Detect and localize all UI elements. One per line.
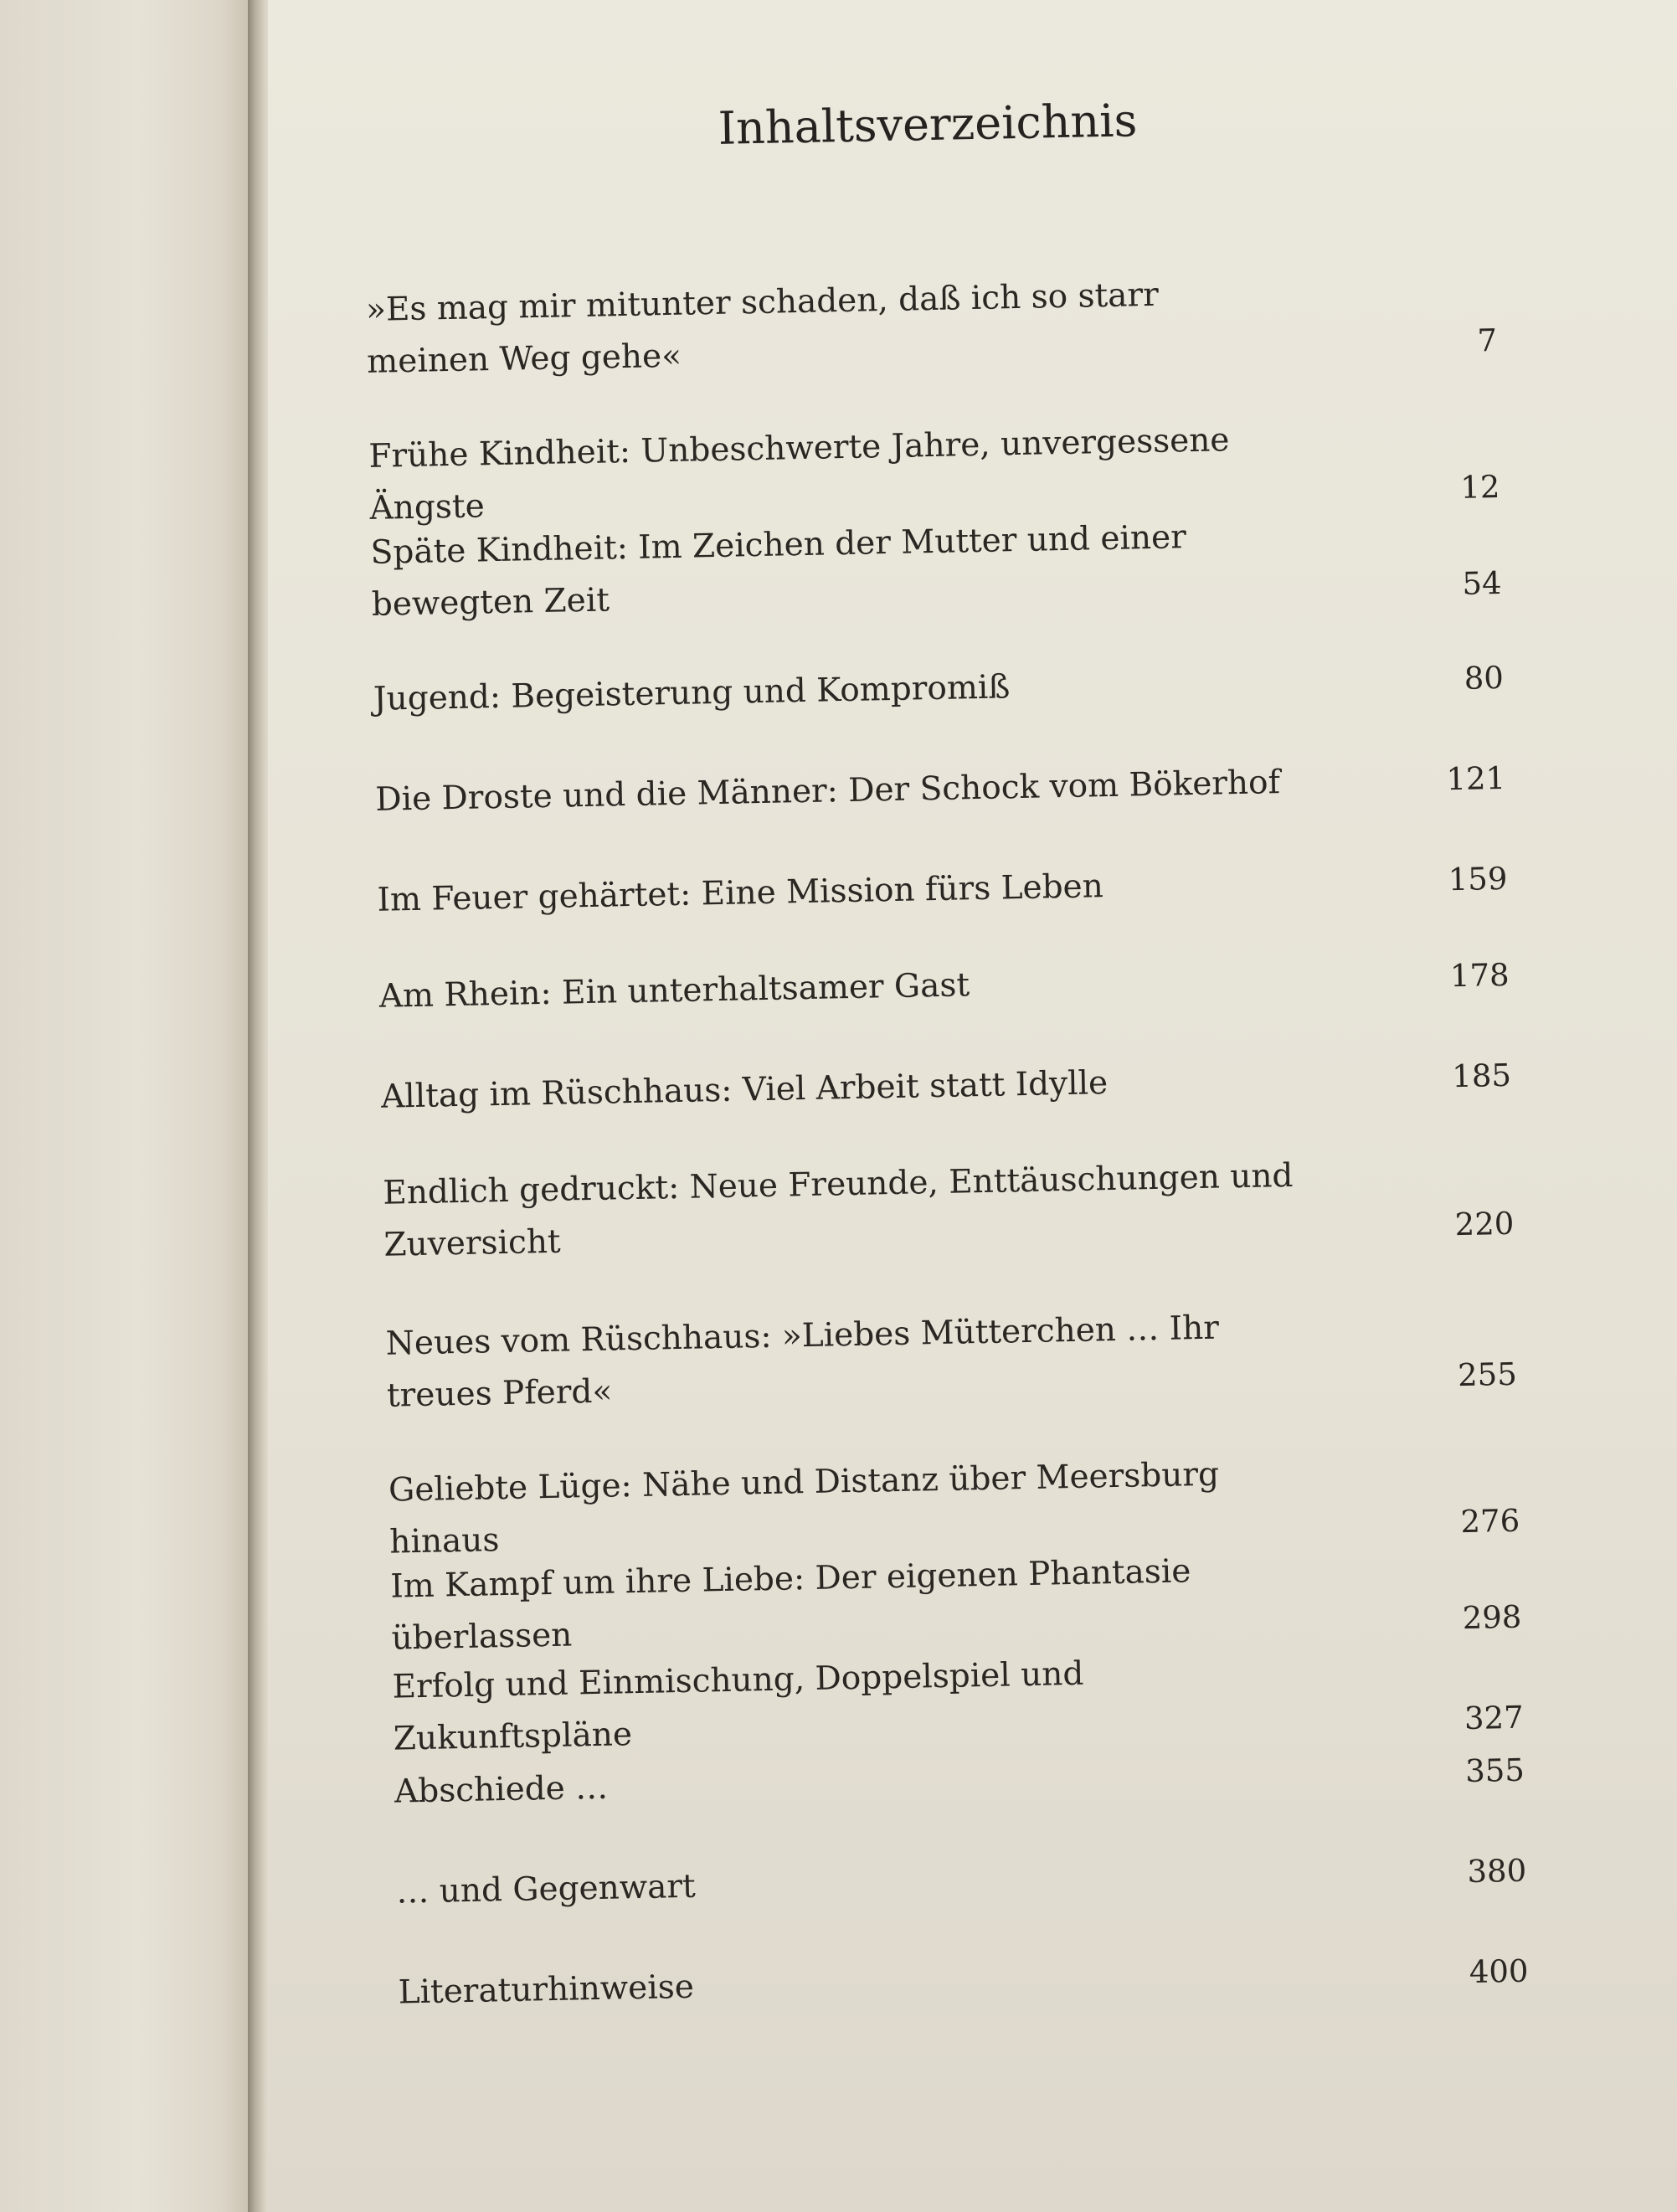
toc-entry [373, 652, 1504, 726]
toc-entry [370, 506, 1502, 631]
toc-entry-title: Neues vom Rüschhaus: »Liebes Mütterchen … Ihr treues Pferd« [385, 1309, 1220, 1415]
toc-entry-page: 159 [1448, 860, 1508, 898]
toc-entry [378, 949, 1510, 1023]
toc-entry-title: Erfolg und Einmischung, Doppelspiel und Zukunftspläne [392, 1654, 1084, 1758]
toc-entry-page: 80 [1464, 659, 1505, 697]
toc-entry-page: 255 [1457, 1355, 1518, 1394]
toc-entry-title: Am Rhein: Ein unterhaltsamer Gast [378, 966, 970, 1016]
toc-entry [383, 1146, 1515, 1272]
toc-entry-page: 12 [1459, 468, 1500, 506]
toc-entry-page: 185 [1451, 1057, 1512, 1095]
toc-entry [392, 1640, 1524, 1766]
toc-entry-page: 7 [1477, 322, 1498, 359]
toc-entry-page: 276 [1460, 1502, 1520, 1541]
toc-entry-title: Späte Kindheit: Im Zeichen der Mutter und einer bewegten Zeit [370, 518, 1187, 624]
toc-entry-title: Literaturhinweise [398, 1968, 695, 2012]
toc-entry-page: 380 [1467, 1852, 1527, 1890]
toc-entry-page: 178 [1449, 956, 1510, 995]
toc-entry-title: … und Gegenwart [395, 1867, 697, 1911]
toc-entry-page: 220 [1454, 1205, 1515, 1243]
toc-entry [385, 1297, 1517, 1422]
toc-entry [398, 1946, 1529, 2019]
toc-entry-title: Die Droste und die Männer: Der Schock vom Bökerhof [374, 764, 1281, 819]
toc-entry-page: 121 [1446, 759, 1506, 798]
toc-entry-title: Endlich gedruckt: Neue Freunde, Enttäuschungen und Zuversicht [382, 1156, 1294, 1264]
toc-entry-title: Alltag im Rüschhaus: Viel Arbeit statt Idylle [380, 1064, 1109, 1116]
left-page [0, 0, 251, 2212]
table-of-contents [360, 0, 1530, 2093]
toc-entry-title: Frühe Kindheit: Unbeschwerte Jahre, unvergessene Ängste [368, 421, 1230, 527]
toc-entry-page: 298 [1462, 1598, 1522, 1637]
toc-entry-title: Im Kampf um ihre Liebe: Der eigenen Phantasie überlassen [389, 1552, 1191, 1658]
toc-entry [396, 1845, 1527, 1919]
toc-entry-title: Geliebte Lüge: Nähe und Distanz über Meersburg hinaus [388, 1455, 1220, 1561]
toc-entry-page: 54 [1462, 564, 1503, 602]
toc-entry [366, 263, 1498, 388]
toc-entry-page: 400 [1469, 1952, 1529, 1990]
toc-entry-title: »Es mag mir mitunter schaden, daß ich so starr meinen Weg gehe« [365, 275, 1160, 381]
toc-entry [375, 753, 1506, 826]
toc-heading: Inhaltsverzeichnis [718, 94, 1138, 155]
toc-entry [377, 853, 1508, 927]
toc-entry [381, 1050, 1512, 1124]
toc-entry-title: Im Feuer gehärtet: Eine Mission fürs Leben [377, 867, 1104, 919]
toc-entry-title: Abschiede … [394, 1768, 609, 1811]
toc-entry-page: 355 [1464, 1752, 1525, 1790]
toc-entry-page: 327 [1464, 1699, 1525, 1737]
toc-entry-title: Jugend: Begeisterung und Kompromiß [373, 668, 1011, 718]
